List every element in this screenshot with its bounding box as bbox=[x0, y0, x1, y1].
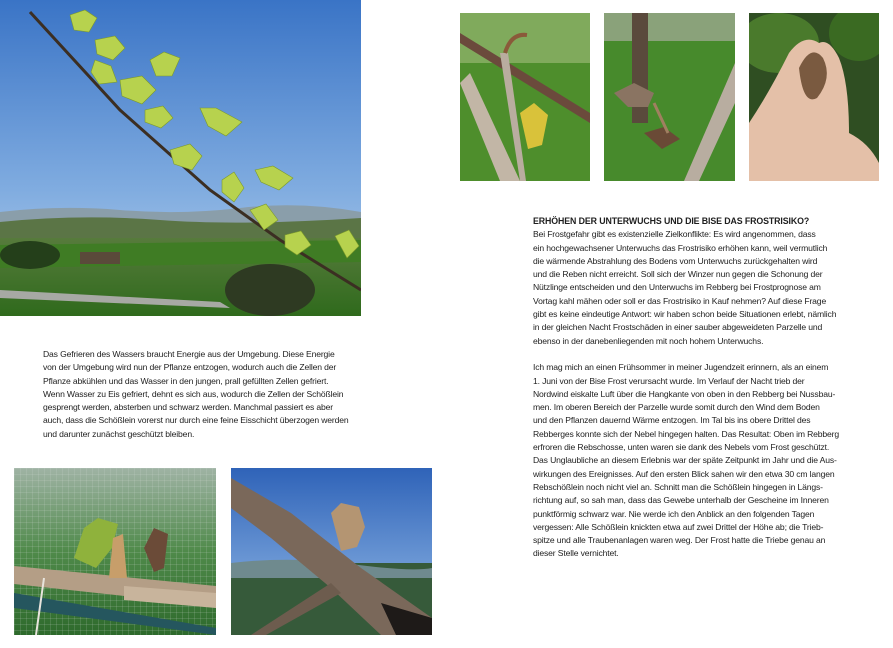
text-line: ein hochgewachsener Unterwuchs das Frostrisiko erhöhen kann, weil vermutlich bbox=[533, 242, 828, 253]
text-line: punktförmig schwarz war. Nie werde ich den Anblick an den folgenden Tagen bbox=[533, 508, 815, 519]
text-line: richtung auf, so sah man, dass das Gewebe unterhalb der Gescheine im Inneren bbox=[533, 495, 829, 506]
photo-frozen-shoot-in-hand bbox=[749, 13, 879, 181]
text-line: wirkungen des Ereignisses. Auf den ersten Blick sahen wir den etwa 30 cm langen bbox=[533, 468, 835, 479]
text-line: Vortag kahl mähen oder soll er das Frostrisiko in Kauf nehmen? Auf diese Frage bbox=[533, 295, 827, 306]
text-line: ebenso in der danebenliegenden mit noch hohem Unterwuchs. bbox=[533, 335, 764, 346]
text-line: in der gleichen Nacht Frostschäden in einer sauber abgeweideten Parzelle und bbox=[533, 322, 823, 333]
section-heading: ERHÖHEN DER UNTERWUCHS UND DIE BISE DAS FROSTRISIKO? bbox=[533, 216, 810, 226]
text-line: Bei Frostgefahr gibt es existenzielle Zielkonflikte: Es wird angenommen, dass bbox=[533, 229, 816, 240]
text-line: Ich mag mich an einen Frühsommer in meiner Jugendzeit erinnern, als an einem bbox=[533, 362, 829, 373]
text-line: spitze und alle Traubenanlagen waren weg. Der Frost hatte die Triebe genau an bbox=[533, 535, 826, 546]
right-body-text bbox=[533, 215, 873, 561]
text-line: und die Reben nicht erreicht. Soll sich der Winzer nun gegen die Schonung der bbox=[533, 269, 823, 280]
text-line: gibt es keine eindeutige Antwort: wir haben schon beide Situationen erlebt, nämlich bbox=[533, 309, 837, 320]
photo-frost-damaged-leaves bbox=[604, 13, 735, 181]
text-line: Nützlinge entscheiden und den Unterwuchs im Rebberg bei Frostprognose am bbox=[533, 282, 821, 293]
text-line: erfroren die Rebschosse, unten waren sie dank des Nebels vom Frost geschützt. bbox=[533, 442, 830, 453]
photo-shoots-netting bbox=[14, 468, 216, 635]
photo-frost-curled-shoot bbox=[460, 13, 590, 181]
text-line: von der Umgebung wird nun der Pflanze entzogen, wodurch auch die Zellen der bbox=[43, 362, 337, 373]
photo-frost-bud-branch bbox=[231, 468, 432, 635]
text-line: Das Gefrieren des Wassers braucht Energie aus der Umgebung. Diese Energie bbox=[43, 349, 335, 359]
text-line: gesprengt werden, absterben und schwarz werden. Manchmal passiert es aber bbox=[43, 402, 333, 413]
text-line: Wenn Wasser zu Eis gefriert, dehnt es sich aus, wodurch die Zellen der Schößlein bbox=[43, 388, 344, 399]
text-line: Rebschößlein noch nicht viel an. Schnitt man die Schößlein hingegen in Längs- bbox=[533, 481, 823, 492]
text-line: und darunter zunächst geschützt bleiben. bbox=[43, 428, 195, 439]
text-line: die wärmende Abstrahlung des Bodens vom Unterwuchs zurückgehalten wird bbox=[533, 255, 818, 266]
text-line: Pflanze abkühlen und das Wasser in den jungen, prall gefüllten Zellen gefriert. bbox=[43, 375, 329, 386]
text-line: vergessen: Alle Schößlein knickten etwa auf zwei Drittel der Höhe ab; die Trieb- bbox=[533, 521, 824, 532]
left-body-text bbox=[43, 348, 373, 441]
text-line: dieser Stelle vernichtet. bbox=[533, 548, 619, 559]
text-line: Das Unglaubliche an diesem Erlebnis war der späte Zeitpunkt im Jahr und die Aus- bbox=[533, 455, 837, 466]
text-line: men. Im oberen Bereich der Parzelle wurde somit durch den Wind dem Boden bbox=[533, 402, 820, 413]
text-line: Nordwind eiskalte Luft über die Hangkante von oben in den Rebberg bei Nussbau- bbox=[533, 388, 836, 399]
text-line: auch, dass die Schößlein vorerst nur durch eine feine Eisschicht überzogen werden bbox=[43, 415, 349, 426]
text-line: und den Pflanzen dauernd Wärme entzogen. Im Tal bis ins obere Drittel des bbox=[533, 415, 811, 426]
photo-vine-shoot-landscape bbox=[0, 0, 361, 316]
paragraph-gap bbox=[533, 348, 873, 361]
text-line: Rebberges konnte sich der Nebel hingegen halten. Das Resultat: Oben im Rebberg bbox=[533, 428, 839, 439]
text-line: 1. Juni von der Bise Frost verursacht wurde. Im Verlauf der Nacht trieb der bbox=[533, 375, 805, 386]
